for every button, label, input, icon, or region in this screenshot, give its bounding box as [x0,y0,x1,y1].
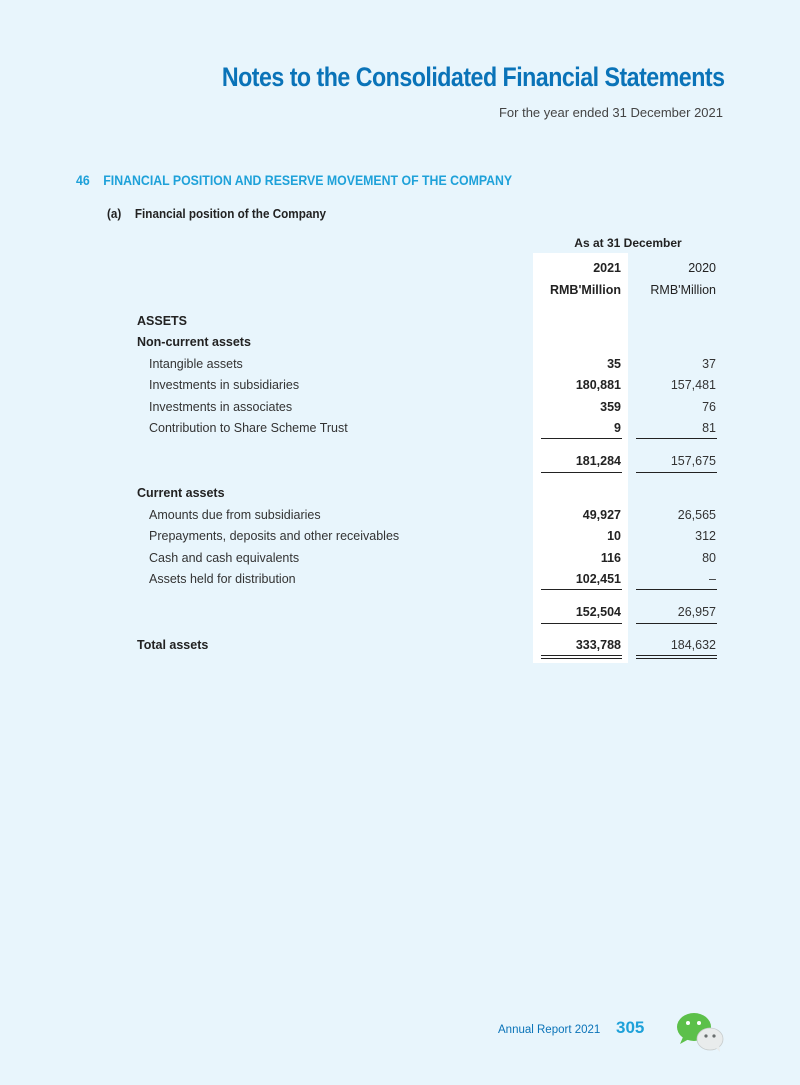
section-title: FINANCIAL POSITION AND RESERVE MOVEMENT OF THE COMPANY [103,172,513,188]
value-2020: – [709,572,716,586]
current-heading-row [0,486,800,504]
value-2021: 9 [614,421,621,435]
subtotal-underline [541,472,622,473]
footer-report-title: Annual Report 2021 [498,1024,601,1036]
row-label: Cash and cash equivalents [149,551,300,565]
section-heading [76,172,512,188]
value-2020: 81 [702,421,716,435]
value-2021: 116 [600,551,621,565]
table-row [0,357,800,375]
value-2020: 80 [702,551,716,565]
noncurrent-subtotal-row [0,454,800,472]
column-group-header: As at 31 December [574,236,682,250]
value-2021: 333,788 [575,638,621,652]
value-2020: 184,632 [670,638,716,652]
row-label: Prepayments, deposits and other receivables [149,529,400,543]
total-double-rule [636,655,717,659]
subtotal-rule [541,589,622,590]
table-row [0,572,800,590]
row-label: Intangible assets [149,357,243,371]
value-2020: 76 [702,400,716,414]
subtotal-rule [636,438,717,439]
row-label: Investments in subsidiaries [149,378,300,392]
page-title: Notes to the Consolidated Financial Statements [221,62,724,92]
page-subtitle: For the year ended 31 December 2021 [498,105,723,120]
sub-label: (a) [107,206,122,221]
value-2021: 35 [607,357,621,371]
value-2020: 26,565 [677,508,716,522]
subtotal-underline [541,623,622,624]
table-row [0,508,800,526]
current-subtotal-row [0,605,800,623]
col-2021-unit: RMB'Million [549,283,621,297]
row-label: Assets held for distribution [149,572,296,586]
subtotal-underline [636,472,717,473]
total-double-rule [541,655,622,659]
value-2020: 157,675 [670,454,716,468]
row-label: Amounts due from subsidiaries [149,508,321,522]
value-2021: 359 [600,400,621,414]
col-2020-year: 2020 [688,261,716,275]
assets-heading-row [0,314,800,332]
subtotal-underline [636,623,717,624]
total-assets-row [0,638,800,656]
value-2020: 157,481 [670,378,716,392]
sub-title: Financial position of the Company [134,206,327,221]
value-2021: 102,451 [575,572,621,586]
col-2020-unit: RMB'Million [650,283,716,297]
value-2020: 37 [702,357,716,371]
table-row [0,551,800,569]
sub-heading [107,206,326,221]
current-heading: Current assets [137,486,225,500]
table-row [0,529,800,547]
subtotal-rule [636,589,717,590]
subtotal-rule [541,438,622,439]
value-2021: 180,881 [575,378,621,392]
noncurrent-heading-row [0,335,800,353]
assets-heading: ASSETS [137,314,188,328]
value-2021: 181,284 [575,454,621,468]
table-row [0,421,800,439]
value-2021: 152,504 [575,605,621,619]
page-number: 305 [616,1018,645,1037]
value-2021: 49,927 [582,508,621,522]
table-row [0,378,800,396]
value-2020: 312 [695,529,716,543]
row-label: Investments in associates [149,400,293,414]
value-2020: 26,957 [677,605,716,619]
row-label: Contribution to Share Scheme Trust [149,421,348,435]
col-2021-year: 2021 [593,261,621,275]
section-number: 46 [76,172,90,188]
value-2021: 10 [607,529,621,543]
table-row [0,400,800,418]
wechat-icon [675,1010,725,1052]
noncurrent-heading: Non-current assets [137,335,251,349]
total-assets-label: Total assets [137,638,209,652]
